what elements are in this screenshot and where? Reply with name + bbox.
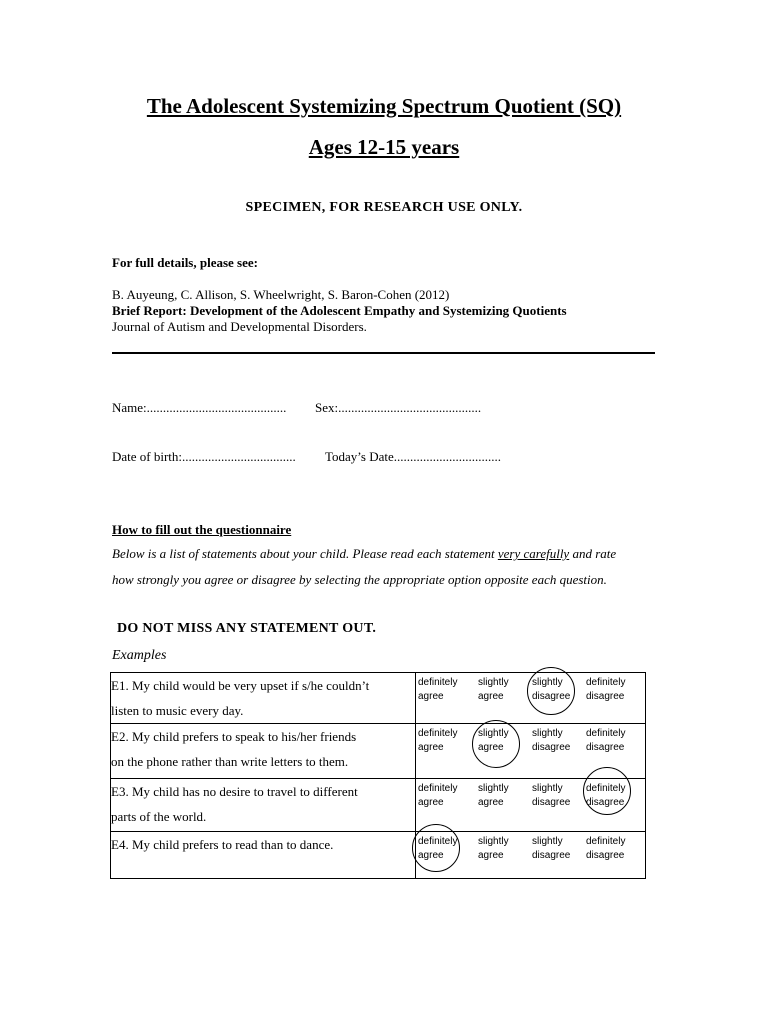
today-date-label: Today’s Date	[325, 449, 394, 464]
example-statement-line-2: listen to music every day.	[111, 703, 244, 718]
name-field[interactable]	[112, 400, 286, 416]
option-label-1: slightly	[532, 728, 563, 739]
option-label-1: slightly	[478, 836, 509, 847]
option-label-1: definitely	[418, 677, 458, 688]
example-row	[111, 724, 646, 779]
divider-rule	[112, 352, 655, 354]
instructions-line-1-start: Below is a list of statements about your child. Please read each statement	[112, 546, 498, 561]
option-label-2: agree	[478, 691, 504, 702]
option-label-2: agree	[418, 797, 444, 808]
warning-text: DO NOT MISS ANY STATEMENT OUT.	[117, 621, 377, 636]
instructions-heading: How to fill out the questionnaire	[112, 522, 292, 537]
option-label-2: agree	[418, 850, 444, 861]
option-label-1: slightly	[478, 728, 509, 739]
option-label-1: definitely	[586, 728, 626, 739]
option-label-2: agree	[478, 797, 504, 808]
option-label-1: definitely	[418, 836, 458, 847]
option-label-1: definitely	[586, 836, 626, 847]
option-slightly-disagree[interactable]	[532, 782, 570, 810]
option-definitely-agree[interactable]	[418, 727, 457, 755]
example-options	[416, 779, 646, 832]
name-label: Name:	[112, 400, 147, 415]
instructions-line-1-end: and rate	[569, 546, 617, 561]
example-statement-line-2: parts of the world.	[111, 809, 207, 824]
example-row	[111, 832, 646, 879]
today-date-field[interactable]	[325, 449, 501, 465]
example-statement-line-1: E4. My child prefers to read than to dance.	[111, 837, 334, 852]
example-statement	[111, 832, 416, 879]
example-statement-line-1: E2. My child prefers to speak to his/her friends	[111, 729, 357, 744]
selection-circle	[472, 720, 520, 768]
option-label-2: disagree	[586, 691, 625, 702]
reference-title: Brief Report: Development of the Adolescent Empathy and Systemizing Quotients	[112, 303, 567, 318]
dob-label: Date of birth:	[112, 449, 183, 464]
example-row	[111, 673, 646, 724]
examples-label: Examples	[112, 648, 167, 663]
instructions-line-2: how strongly you agree or disagree by selecting the appropriate option opposite each question.	[112, 572, 607, 587]
option-label-1: definitely	[586, 783, 626, 794]
option-label-2: disagree	[532, 850, 571, 861]
example-statement	[111, 779, 416, 832]
option-slightly-agree[interactable]	[478, 835, 509, 863]
selection-circle	[412, 824, 460, 872]
example-options	[416, 832, 646, 879]
option-label-2: disagree	[586, 850, 625, 861]
option-slightly-disagree[interactable]	[532, 727, 570, 755]
option-definitely-agree[interactable]	[418, 782, 457, 810]
option-label-1: definitely	[418, 783, 458, 794]
option-label-2: disagree	[532, 797, 571, 808]
option-label-2: disagree	[586, 742, 625, 753]
example-statement-line-2: on the phone rather than write letters to them.	[111, 754, 349, 769]
today-date-dots: .................................	[393, 449, 502, 464]
reference-authors: B. Auyeung, C. Allison, S. Wheelwright, S. Baron-Cohen (2012)	[112, 287, 450, 302]
reference-intro: For full details, please see:	[112, 255, 258, 270]
option-label-1: slightly	[532, 783, 563, 794]
option-slightly-agree[interactable]	[478, 782, 509, 810]
instructions-line-1	[112, 546, 616, 562]
selection-circle	[527, 667, 575, 715]
option-definitely-agree[interactable]	[418, 676, 457, 704]
option-label-2: agree	[418, 691, 444, 702]
option-label-2: disagree	[586, 797, 625, 808]
sex-label: Sex:	[315, 400, 339, 415]
option-definitely-disagree[interactable]	[586, 676, 625, 704]
option-label-1: slightly	[532, 836, 563, 847]
selection-circle	[583, 767, 631, 815]
name-dots: ...........................................	[146, 400, 287, 415]
example-statement-line-1: E3. My child has no desire to travel to different	[111, 784, 358, 799]
option-label-2: agree	[478, 850, 504, 861]
option-label-1: definitely	[418, 728, 458, 739]
examples-table	[110, 672, 646, 879]
sex-field[interactable]	[315, 400, 481, 416]
page-title: The Adolescent Systemizing Spectrum Quotient (SQ)	[146, 94, 622, 118]
example-statement	[111, 724, 416, 779]
option-slightly-agree[interactable]	[478, 676, 509, 704]
option-label-1: slightly	[478, 677, 509, 688]
example-statement-line-1: E1. My child would be very upset if s/he couldn’t	[111, 678, 370, 693]
specimen-notice: SPECIMEN, FOR RESEARCH USE ONLY.	[245, 200, 523, 215]
instructions-emphasis: very carefully	[497, 546, 570, 561]
example-options	[416, 673, 646, 724]
dob-field[interactable]	[112, 449, 296, 465]
sex-dots: ............................................	[338, 400, 482, 415]
option-label-2: disagree	[532, 742, 571, 753]
reference-journal: Journal of Autism and Developmental Disorders.	[112, 319, 367, 334]
page-subtitle: Ages 12-15 years	[308, 135, 460, 159]
option-label-2: agree	[418, 742, 444, 753]
option-definitely-disagree[interactable]	[586, 727, 625, 755]
example-row	[111, 779, 646, 832]
option-slightly-disagree[interactable]	[532, 835, 570, 863]
option-label-2: agree	[478, 742, 504, 753]
option-label-1: slightly	[478, 783, 509, 794]
option-definitely-disagree[interactable]	[586, 835, 625, 863]
option-label-2: disagree	[532, 691, 571, 702]
option-label-1: slightly	[532, 677, 563, 688]
example-statement	[111, 673, 416, 724]
option-label-1: definitely	[586, 677, 626, 688]
dob-dots: ...................................	[182, 449, 296, 464]
